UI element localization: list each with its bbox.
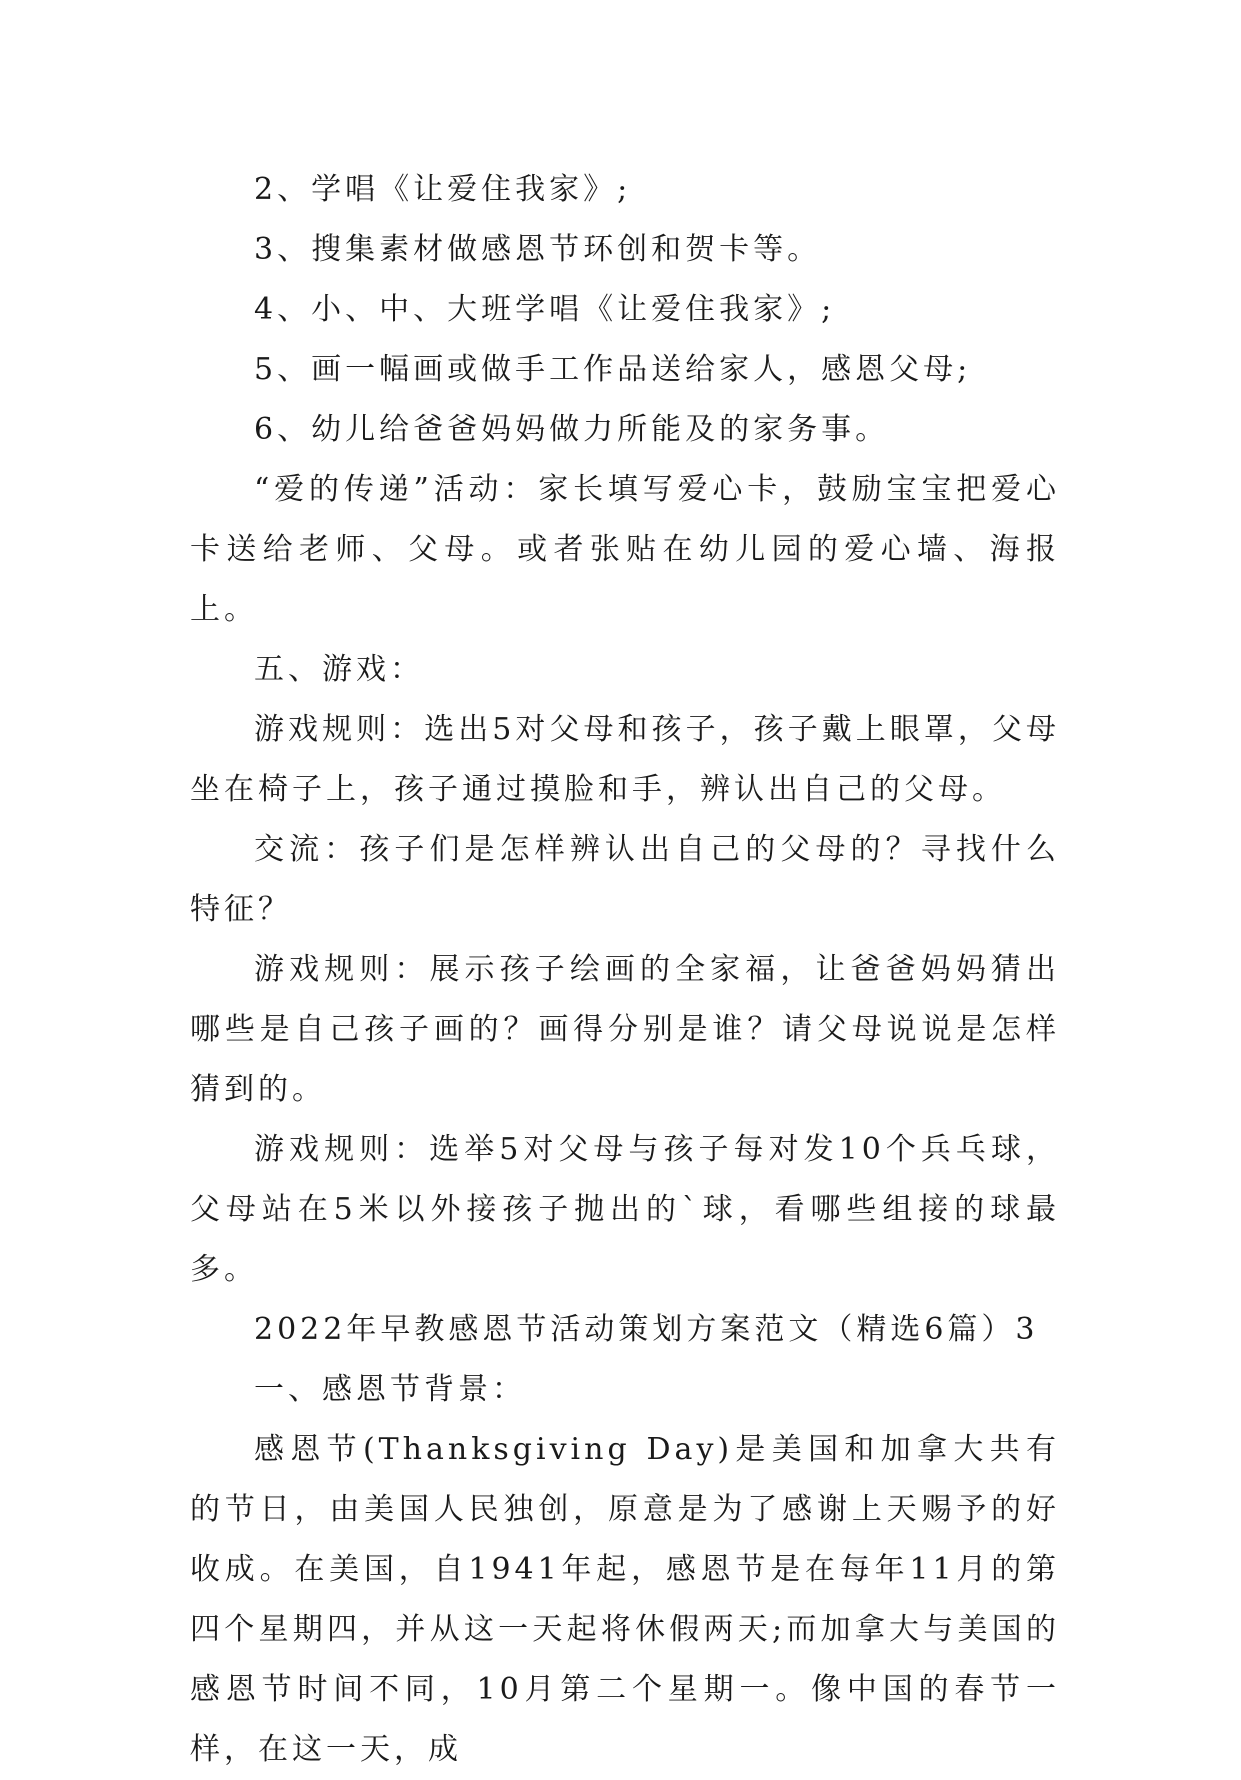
list-item-2: 2、学唱《让爱住我家》; [254,172,632,207]
document-body [190,160,1060,1780]
love-activity-paragraph: “爱的传递”活动：家长填写爱心卡，鼓励宝宝把爱心卡送给老师、父母。或者张贴在幼儿园的爱心墙、海报上。 [190,472,1060,627]
list-item-6: 6、幼儿给爸爸妈妈做力所能及的家务事。 [254,412,890,447]
list-item-5: 5、画一幅画或做手工作品送给家人，感恩父母; [254,352,972,387]
section-heading-background: 一、感恩节背景： [254,1372,526,1407]
exchange-paragraph: 交流：孩子们是怎样辨认出自己的父母的？寻找什么特征？ [190,832,1060,927]
game-rule-paragraph-3: 游戏规则：选举5对父母与孩子每对发10个兵乓球，父母站在5米以外接孩子抛出的`球，看哪些组接的球最多。 [190,1132,1060,1287]
list-item-3: 3、搜集素材做感恩节环创和贺卡等。 [254,232,822,267]
article-title: 2022年早教感恩节活动策划方案范文（精选6篇）3 [254,1312,1039,1347]
thanksgiving-background-paragraph: 感恩节(Thanksgiving Day)是美国和加拿大共有的节日，由美国人民独创，原意是为了感谢上天赐予的好收成。在美国，自1941年起，感恩节是在每年11月的第四个星期四，并从这一天起将休假两天;而加拿大与美国的感恩节时间不同，10月第二个星期一。像中国的春节一样，在这一天，成 [190,1432,1060,1767]
game-rule-paragraph-1: 游戏规则：选出5对父母和孩子，孩子戴上眼罩，父母坐在椅子上，孩子通过摸脸和手，辨认出自己的父母。 [190,712,1060,807]
section-heading-games: 五、游戏： [254,652,424,687]
list-item-4: 4、小、中、大班学唱《让爱住我家》; [254,292,836,327]
game-rule-paragraph-2: 游戏规则：展示孩子绘画的全家福，让爸爸妈妈猜出哪些是自己孩子画的？画得分别是谁？请父母说说是怎样猜到的。 [190,952,1060,1107]
